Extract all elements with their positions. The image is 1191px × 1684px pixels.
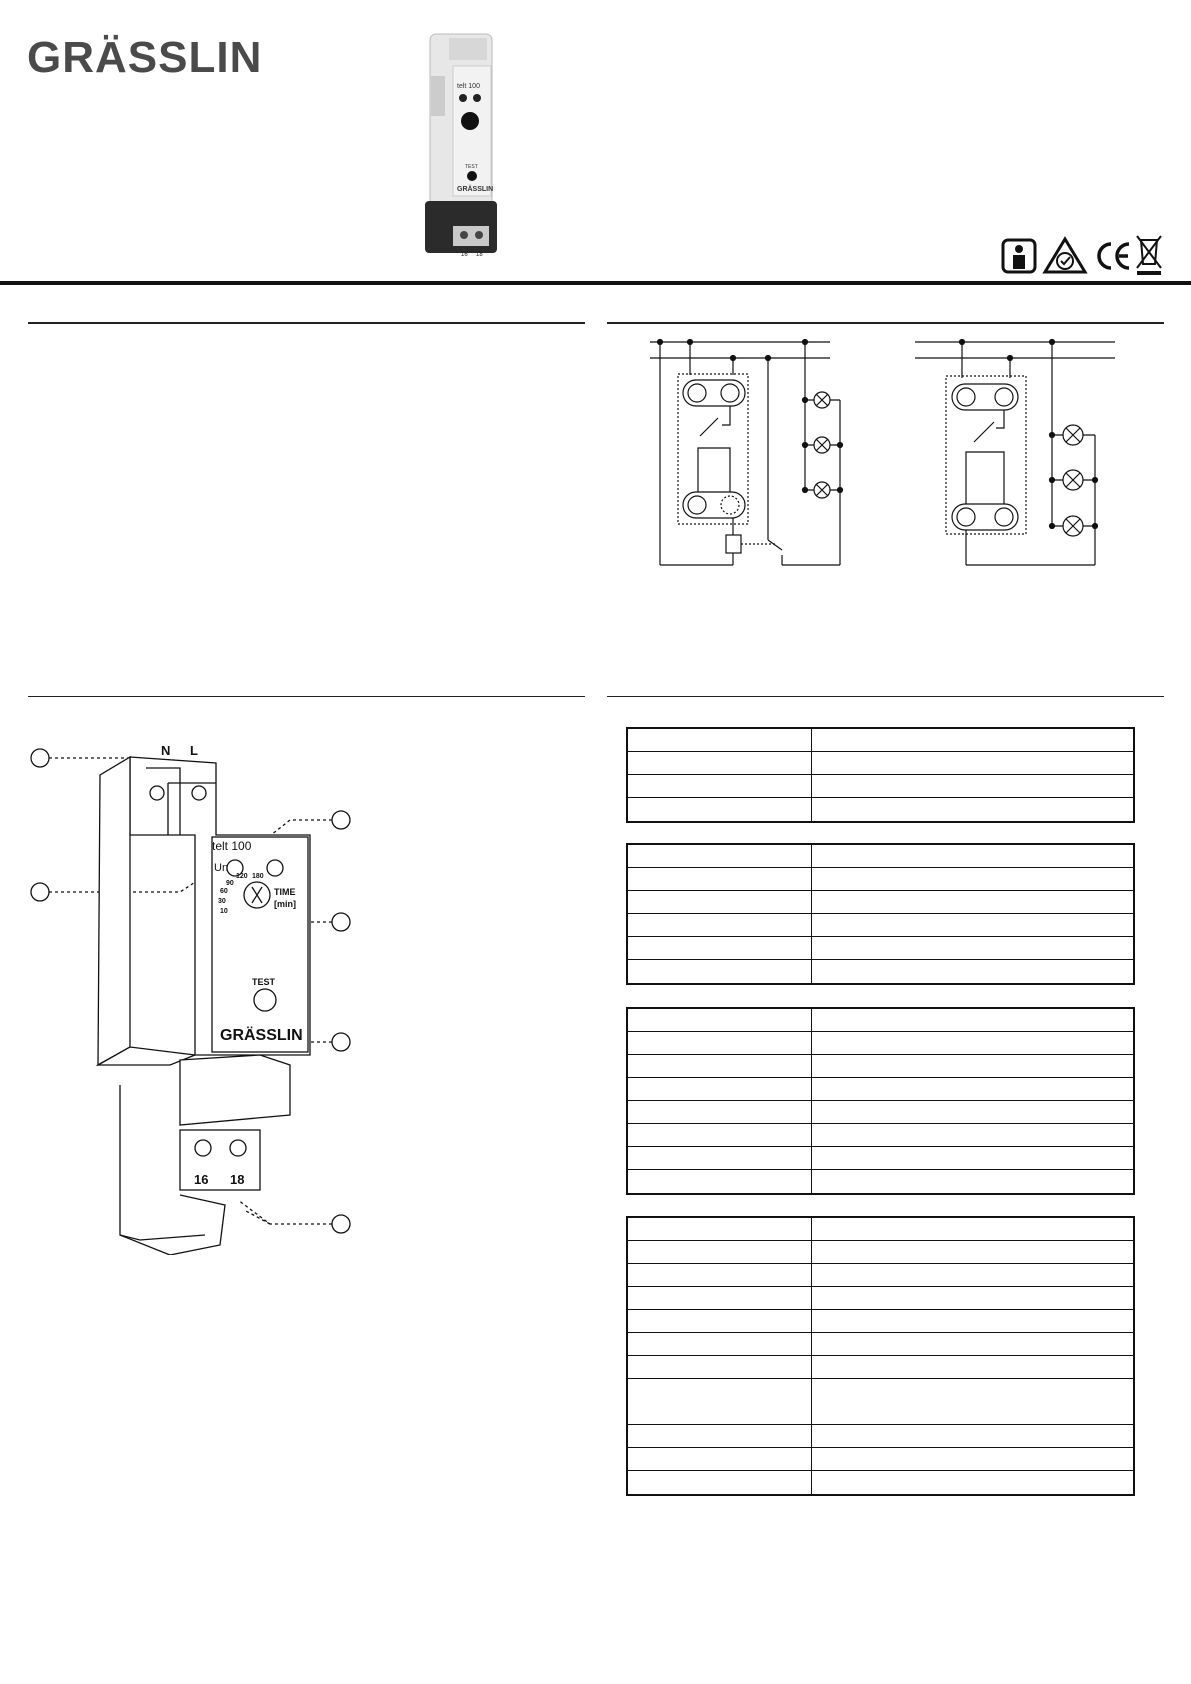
spec-table-2 [626, 843, 1135, 985]
table-cell [812, 914, 1133, 936]
table-row [628, 775, 1133, 798]
table-row [628, 1147, 1133, 1170]
table-cell [628, 1287, 812, 1309]
dial-value-30: 30 [218, 898, 226, 905]
table-cell [628, 752, 812, 774]
table-row [628, 1241, 1133, 1264]
table-row [628, 1264, 1133, 1287]
table-cell [628, 1101, 812, 1123]
table-cell [812, 1170, 1133, 1193]
weee-bin-icon [1134, 232, 1164, 276]
table-cell [628, 1078, 812, 1100]
table-row [628, 1032, 1133, 1055]
table-row [628, 914, 1133, 937]
rcm-icon [1042, 236, 1088, 276]
table-cell [628, 775, 812, 797]
table-row [628, 1101, 1133, 1124]
table-cell [812, 1471, 1133, 1494]
device-test-label: TEST [252, 977, 276, 987]
table-cell [812, 845, 1133, 867]
section-rule-top-right [607, 322, 1164, 324]
table-cell [628, 1471, 812, 1494]
table-cell [628, 845, 812, 867]
table-row [628, 1078, 1133, 1101]
table-row [628, 1009, 1133, 1032]
table-cell [812, 729, 1133, 751]
table-row [628, 1124, 1133, 1147]
dial-value-10: 10 [220, 908, 228, 915]
device-terminal-18: 18 [230, 1172, 245, 1187]
table-row [628, 1471, 1133, 1494]
table-cell [628, 1425, 812, 1447]
table-cell [628, 891, 812, 913]
table-cell [628, 1241, 812, 1263]
table-cell [628, 729, 812, 751]
table-cell [628, 1170, 812, 1193]
table-cell [812, 960, 1133, 983]
table-cell [628, 1448, 812, 1470]
hero-terminal-16: 16 [461, 252, 468, 258]
device-terminal-l: L [190, 743, 198, 758]
table-cell [812, 775, 1133, 797]
device-brand-label: GRÄSSLIN [220, 1027, 303, 1044]
table-cell [812, 1218, 1133, 1240]
table-cell [812, 1264, 1133, 1286]
table-row [628, 1425, 1133, 1448]
table-cell [628, 1310, 812, 1332]
table-cell [812, 1009, 1133, 1031]
installer-icon [1001, 236, 1037, 276]
header-rule [0, 281, 1191, 285]
table-row [628, 752, 1133, 775]
dial-value-180: 180 [252, 873, 264, 880]
table-cell [628, 1009, 812, 1031]
table-cell [812, 868, 1133, 890]
table-row [628, 1333, 1133, 1356]
dial-value-60: 60 [220, 888, 228, 895]
table-row [628, 1448, 1133, 1471]
table-cell [628, 914, 812, 936]
table-cell [628, 960, 812, 983]
dial-value-90: 90 [226, 880, 234, 887]
hero-model-label: telt 100 [457, 83, 480, 90]
table-cell [812, 1078, 1133, 1100]
table-cell [812, 1310, 1133, 1332]
hero-terminal-18: 18 [476, 252, 483, 258]
table-row [628, 1287, 1133, 1310]
table-cell [812, 1124, 1133, 1146]
table-row [628, 729, 1133, 752]
table-row [628, 937, 1133, 960]
table-cell [628, 1264, 812, 1286]
table-cell [628, 798, 812, 821]
table-cell [812, 752, 1133, 774]
dial-value-120: 120 [236, 873, 248, 880]
table-cell [628, 1124, 812, 1146]
table-row [628, 845, 1133, 868]
table-cell [812, 937, 1133, 959]
device-time-label: TIME [274, 887, 296, 897]
brand-logo: GRÄSSLIN [27, 33, 263, 82]
table-row [628, 960, 1133, 983]
hero-test-label: TEST [465, 164, 478, 170]
table-row [628, 868, 1133, 891]
spec-table-1 [626, 727, 1135, 823]
table-cell [812, 1241, 1133, 1263]
table-cell [628, 1147, 812, 1169]
spec-table-3 [626, 1007, 1135, 1195]
table-cell [812, 1425, 1133, 1447]
table-cell [628, 868, 812, 890]
table-row [628, 1379, 1133, 1425]
table-row [628, 1356, 1133, 1379]
table-cell [812, 798, 1133, 821]
table-cell [812, 1101, 1133, 1123]
ce-mark-icon [1093, 236, 1133, 276]
table-cell [812, 1055, 1133, 1077]
device-time-unit: [min] [274, 899, 296, 909]
product-photo [395, 26, 535, 266]
table-cell [812, 1032, 1133, 1054]
wiring-diagram [640, 330, 1160, 580]
device-terminal-16: 16 [194, 1172, 209, 1187]
table-cell [628, 1379, 812, 1424]
table-row [628, 1218, 1133, 1241]
spec-table-4 [626, 1216, 1135, 1496]
table-cell [628, 1218, 812, 1240]
device-un-label: Un [214, 862, 229, 874]
table-row [628, 1170, 1133, 1193]
table-cell [628, 1333, 812, 1355]
table-cell [628, 1055, 812, 1077]
device-model-label: telt 100 [212, 839, 252, 853]
section-rule-mid-right [607, 696, 1164, 697]
table-cell [628, 1032, 812, 1054]
table-cell [812, 1333, 1133, 1355]
table-row [628, 798, 1133, 821]
table-cell [812, 891, 1133, 913]
table-cell [628, 937, 812, 959]
table-cell [628, 1356, 812, 1378]
device-terminal-n: N [161, 743, 171, 758]
table-row [628, 1055, 1133, 1078]
section-rule-mid-left [28, 696, 585, 697]
section-rule-top-left [28, 322, 585, 324]
table-row [628, 1310, 1133, 1333]
table-cell [812, 1379, 1133, 1424]
table-cell [812, 1147, 1133, 1169]
table-cell [812, 1356, 1133, 1378]
table-cell [812, 1287, 1133, 1309]
hero-brand-label: GRÄSSLIN [457, 186, 494, 193]
device-drawing [20, 735, 400, 1255]
table-cell [812, 1448, 1133, 1470]
table-row [628, 891, 1133, 914]
